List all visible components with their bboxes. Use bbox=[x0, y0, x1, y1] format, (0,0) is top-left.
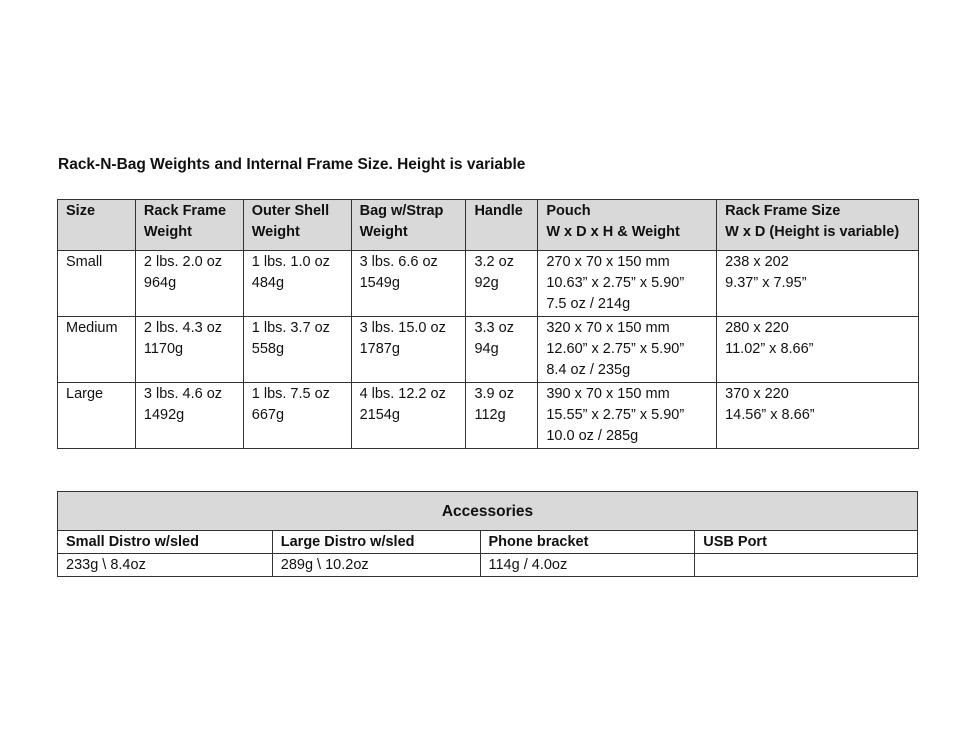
accessory-value: 114g / 4.0oz bbox=[480, 554, 695, 577]
accessory-column-header: USB Port bbox=[695, 531, 918, 554]
accessory-column-header: Large Distro w/sled bbox=[272, 531, 480, 554]
accessory-value bbox=[695, 554, 918, 577]
cell-line: 370 x 220 bbox=[725, 386, 789, 402]
cell-line: 484g bbox=[251, 275, 285, 291]
table-cell bbox=[351, 383, 466, 449]
column-header bbox=[717, 200, 919, 251]
cell-line: 2 lbs. 2.0 oz bbox=[143, 254, 223, 270]
cell-line: Size bbox=[66, 203, 96, 219]
cell-line: 9.37” x 7.95” bbox=[725, 275, 807, 291]
table-cell bbox=[351, 251, 466, 317]
table-cell bbox=[58, 251, 136, 317]
cell-line: Weight bbox=[251, 224, 300, 240]
table-row bbox=[58, 383, 919, 449]
cell-line: Large bbox=[66, 386, 104, 402]
cell-line: 112g bbox=[474, 407, 506, 423]
table-row bbox=[58, 251, 919, 317]
cell-line: 1 lbs. 7.5 oz bbox=[251, 386, 330, 402]
cell-line: 1 lbs. 3.7 oz bbox=[251, 320, 330, 336]
table-cell bbox=[717, 383, 919, 449]
table-cell bbox=[243, 317, 351, 383]
cell-line: Bag w/Strap bbox=[359, 203, 444, 219]
cell-line: Rack Frame bbox=[143, 203, 227, 219]
table-cell bbox=[466, 251, 538, 317]
cell-line: 8.4 oz / 235g bbox=[546, 362, 631, 378]
document-title: Rack-N-Bag Weights and Internal Frame Size. Height is variable bbox=[58, 156, 526, 173]
column-header bbox=[351, 200, 466, 251]
table-cell bbox=[351, 317, 466, 383]
cell-line: 15.55” x 2.75” x 5.90” bbox=[546, 407, 685, 423]
accessory-value: 289g \ 10.2oz bbox=[272, 554, 480, 577]
cell-line: 558g bbox=[251, 341, 285, 357]
cell-line: 3.2 oz bbox=[474, 254, 514, 270]
table-cell bbox=[58, 317, 136, 383]
cell-line: Rack Frame Size bbox=[725, 203, 841, 219]
cell-line: 10.0 oz / 285g bbox=[546, 428, 639, 444]
table-cell bbox=[135, 251, 243, 317]
weights-table bbox=[57, 199, 919, 449]
cell-line: Medium bbox=[66, 320, 118, 336]
cell-line: 2 lbs. 4.3 oz bbox=[143, 320, 223, 336]
cell-line: 1492g bbox=[143, 407, 185, 423]
accessories-value-row bbox=[58, 554, 918, 577]
column-header bbox=[466, 200, 538, 251]
table-cell bbox=[538, 317, 717, 383]
weights-header-row bbox=[58, 200, 919, 251]
cell-line: 390 x 70 x 150 mm bbox=[546, 386, 670, 402]
cell-line: 94g bbox=[474, 341, 499, 357]
accessories-header-row bbox=[58, 531, 918, 554]
cell-line: 1549g bbox=[359, 275, 400, 291]
table-cell bbox=[243, 383, 351, 449]
cell-line: Pouch bbox=[546, 203, 591, 219]
cell-line: 11.02” x 8.66” bbox=[725, 341, 814, 357]
accessory-column-header: Small Distro w/sled bbox=[58, 531, 273, 554]
table-cell bbox=[243, 251, 351, 317]
table-cell bbox=[538, 383, 717, 449]
cell-line: 270 x 70 x 150 mm bbox=[546, 254, 670, 270]
cell-line: 7.5 oz / 214g bbox=[546, 296, 631, 312]
cell-line: 3.3 oz bbox=[474, 320, 514, 336]
cell-line: 964g bbox=[143, 275, 177, 291]
column-header bbox=[58, 200, 136, 251]
cell-line: 10.63” x 2.75” x 5.90” bbox=[546, 275, 685, 291]
cell-line: 3.9 oz bbox=[474, 386, 514, 402]
cell-line: 320 x 70 x 150 mm bbox=[546, 320, 670, 336]
cell-line: 3 lbs. 6.6 oz bbox=[359, 254, 438, 270]
cell-line: 238 x 202 bbox=[725, 254, 789, 270]
column-header bbox=[538, 200, 717, 251]
accessory-value: 233g \ 8.4oz bbox=[58, 554, 273, 577]
cell-line: 1 lbs. 1.0 oz bbox=[251, 254, 330, 270]
cell-line: 14.56” x 8.66” bbox=[725, 407, 815, 423]
table-row bbox=[58, 317, 919, 383]
cell-line: 1787g bbox=[359, 341, 400, 357]
cell-line: 1170g bbox=[143, 341, 184, 357]
table-cell bbox=[538, 251, 717, 317]
table-cell bbox=[466, 317, 538, 383]
cell-line: Handle bbox=[474, 203, 523, 219]
table-cell bbox=[58, 383, 136, 449]
cell-line: Weight bbox=[143, 224, 192, 240]
cell-line: 12.60” x 2.75” x 5.90” bbox=[546, 341, 685, 357]
table-cell bbox=[135, 383, 243, 449]
cell-line: 3 lbs. 4.6 oz bbox=[143, 386, 223, 402]
table-cell bbox=[135, 317, 243, 383]
cell-line: W x D x H & Weight bbox=[546, 224, 680, 240]
table-cell bbox=[717, 317, 919, 383]
cell-line: 2154g bbox=[359, 407, 400, 423]
accessory-column-header: Phone bracket bbox=[480, 531, 695, 554]
table-cell bbox=[717, 251, 919, 317]
cell-line: Weight bbox=[359, 224, 408, 240]
cell-line: 3 lbs. 15.0 oz bbox=[359, 320, 446, 336]
accessories-table bbox=[57, 491, 918, 577]
column-header bbox=[135, 200, 243, 251]
table-cell bbox=[466, 383, 538, 449]
cell-line: 92g bbox=[474, 275, 499, 291]
cell-line: 280 x 220 bbox=[725, 320, 789, 336]
cell-line: 4 lbs. 12.2 oz bbox=[359, 386, 446, 402]
cell-line: Small bbox=[66, 254, 103, 270]
column-header bbox=[243, 200, 351, 251]
cell-line: 667g bbox=[251, 407, 285, 423]
cell-line: W x D (Height is variable) bbox=[725, 224, 900, 240]
accessories-heading: Accessories bbox=[58, 492, 918, 531]
cell-line: Outer Shell bbox=[251, 203, 330, 219]
